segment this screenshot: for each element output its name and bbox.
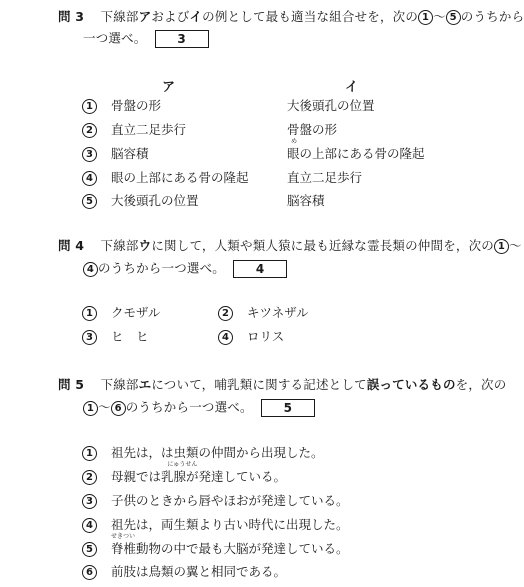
q3-option-2-number: 2 xyxy=(82,123,97,138)
q5-option-6-text: 前肢は鳥類の翼と相同である。 xyxy=(110,564,286,579)
q4-tilde: ～ xyxy=(509,238,522,253)
q4-text-line2: のうちから一つ選べ。 xyxy=(98,260,226,276)
q3-option-2-a: 直立二足歩行 xyxy=(110,122,186,137)
q5-answer-box[interactable]: 5 xyxy=(261,399,315,417)
q4-option-2-number: 2 xyxy=(218,306,233,321)
q3-text-b: および xyxy=(151,9,190,24)
q5-text-line2: のうちから一つ選べ。 xyxy=(125,399,253,415)
q3-column-a-header: ア xyxy=(162,80,176,95)
q4-label: 問 4 xyxy=(58,238,85,253)
q5-emphasis: 誤っているもの xyxy=(366,377,456,392)
q4-option-1-number: 1 xyxy=(82,306,97,321)
q3-option-3-i-text: 眼の上部にある骨の隆起 xyxy=(287,146,425,161)
q5-text-c: を，次の xyxy=(455,377,507,392)
q5-option-6[interactable] xyxy=(82,564,286,580)
q3-option-2-i: 骨盤の形 xyxy=(287,122,338,137)
q5-text-a: 下線部 xyxy=(100,377,139,392)
q5-option-2-post: が発達している。 xyxy=(186,469,287,484)
q3-tilde: ～ xyxy=(433,9,446,24)
q3-option-5[interactable] xyxy=(82,193,198,209)
q3-option-3-a: 脳容積 xyxy=(110,146,149,161)
q5-range-end: 6 xyxy=(111,401,126,416)
q3-option-4[interactable] xyxy=(82,170,248,186)
q3-option-1-a: 骨盤の形 xyxy=(110,98,161,113)
q5-option-4-text: 祖先は，両生類より古い時代に出現した。 xyxy=(110,517,349,532)
q3-answer-box[interactable]: 3 xyxy=(155,30,209,48)
q3-option-3[interactable] xyxy=(82,146,148,162)
q3-option-4-number: 4 xyxy=(82,171,97,186)
q3-option-4-a: 眼の上部にある骨の隆起 xyxy=(110,170,249,185)
q4-option-2-text: キツネザル xyxy=(246,305,309,320)
q5-option-5-post: 動物の中で最も大脳が発達している。 xyxy=(135,541,349,556)
q3-option-5-number: 5 xyxy=(82,194,97,209)
q4-option-3-number: 3 xyxy=(82,330,97,345)
q5-text-b: について，哺乳類に関する記述として xyxy=(151,377,367,392)
q4-prompt-line1 xyxy=(58,238,522,254)
q3-option-1-number: 1 xyxy=(82,99,97,114)
q5-option-2-number: 2 xyxy=(82,470,97,485)
q3-text-c: の例として最も適当な組合せを，次の xyxy=(202,9,419,24)
q5-option-3-text: 子供のときから唇やほおが発達している。 xyxy=(110,493,349,508)
q5-option-4[interactable] xyxy=(82,517,348,533)
q3-mark-i: イ xyxy=(189,9,203,24)
q5-option-2-ruby: にゅうせん xyxy=(167,461,198,468)
q4-option-3[interactable] xyxy=(82,329,148,345)
q3-range-end: 5 xyxy=(446,10,461,25)
q4-range-end: 4 xyxy=(83,262,98,277)
q3-text-d: のうちから xyxy=(460,9,524,24)
q4-option-4-number: 4 xyxy=(218,330,233,345)
q3-mark-a: ア xyxy=(138,9,152,24)
q5-mark-e: エ xyxy=(138,377,152,392)
q4-option-3-text: ヒ ヒ xyxy=(110,329,149,344)
q3-option-1[interactable] xyxy=(82,98,161,114)
q5-option-1-number: 1 xyxy=(82,446,97,461)
q4-text-a: 下線部 xyxy=(100,238,139,253)
q3-prompt-line1 xyxy=(58,9,524,25)
q5-option-2-pre: 母親では乳 xyxy=(110,469,174,484)
q5-option-4-number: 4 xyxy=(82,518,97,533)
q3-range-start: 1 xyxy=(418,10,433,25)
q5-range-start: 1 xyxy=(83,401,98,416)
q5-label: 問 5 xyxy=(58,377,85,392)
q4-answer-box[interactable]: 4 xyxy=(233,260,287,278)
q4-option-1-text: クモザル xyxy=(110,305,161,320)
q3-text-line2: 一つ選べ。 xyxy=(83,30,147,46)
q5-option-2[interactable] xyxy=(82,461,287,485)
q5-option-3[interactable] xyxy=(82,493,348,509)
q5-prompt-line1 xyxy=(58,377,506,393)
q3-prompt-line2 xyxy=(83,30,209,48)
q4-mark-u: ウ xyxy=(138,238,152,253)
q4-option-4[interactable] xyxy=(218,329,284,345)
q5-option-5-ruby: せきつい xyxy=(110,533,135,540)
q5-option-1-text: 祖先は，は虫類の仲間から出現した。 xyxy=(110,445,324,460)
q5-option-1[interactable] xyxy=(82,445,323,461)
q4-option-4-text: ロリス xyxy=(246,329,285,344)
q3-option-5-i: 脳容積 xyxy=(287,193,325,208)
q5-option-5-ruby-base: 脊椎 xyxy=(110,541,136,556)
q3-option-5-a: 大後頭孔の位置 xyxy=(110,193,199,208)
q4-prompt-line2 xyxy=(83,260,287,278)
q3-option-4-i: 直立二足歩行 xyxy=(287,170,363,185)
q4-option-1[interactable] xyxy=(82,305,160,321)
q5-option-2-ruby-base: 腺 xyxy=(173,469,186,484)
q5-option-5[interactable] xyxy=(82,533,349,557)
q3-option-3-number: 3 xyxy=(82,147,97,162)
q5-prompt-line2 xyxy=(83,399,315,417)
q4-range-start: 1 xyxy=(494,239,509,254)
q3-ruby-me: め xyxy=(291,138,298,145)
q4-text-b: に関して，人類や類人猿に最も近縁な霊長類の仲間を，次の xyxy=(151,238,494,253)
q5-option-5-number: 5 xyxy=(82,542,97,557)
q3-column-i-header: イ xyxy=(345,80,359,95)
q3-option-3-i xyxy=(287,138,425,162)
q5-option-6-number: 6 xyxy=(82,565,97,580)
q5-tilde: ～ xyxy=(98,399,111,415)
q5-option-3-number: 3 xyxy=(82,494,97,509)
q3-text-a: 下線部 xyxy=(100,9,139,24)
q3-option-2[interactable] xyxy=(82,122,186,138)
q3-label: 問 3 xyxy=(58,9,85,24)
q3-option-1-i: 大後頭孔の位置 xyxy=(287,98,375,113)
q4-option-2[interactable] xyxy=(218,305,309,321)
